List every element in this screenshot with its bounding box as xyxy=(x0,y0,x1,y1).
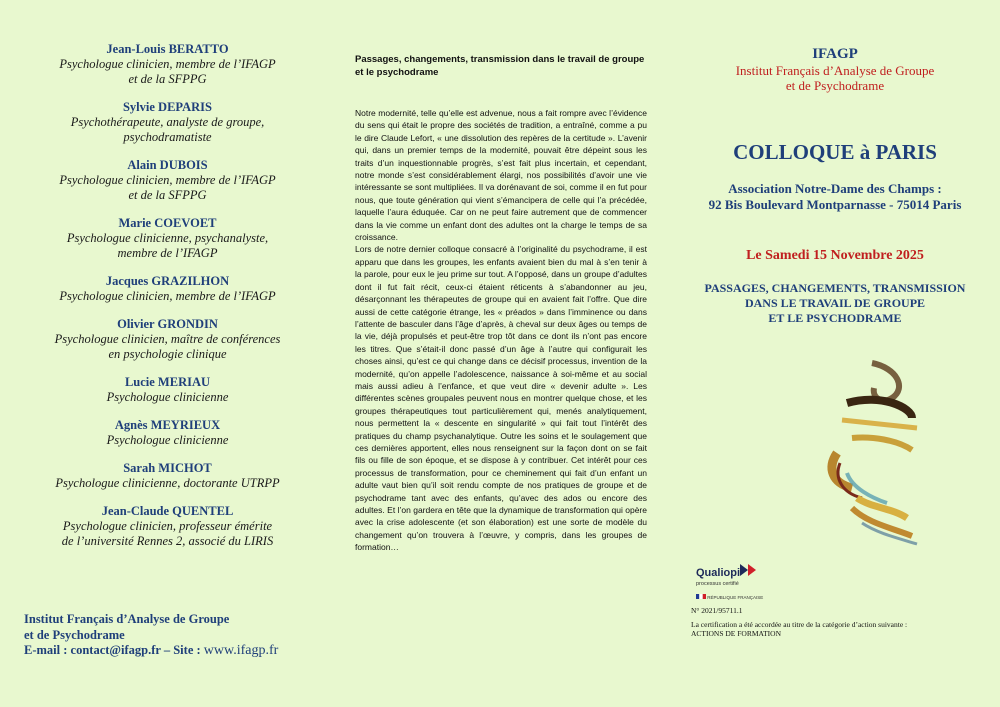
speaker-entry xyxy=(0,375,335,405)
speaker-role: Psychologue clinicienne, psychanalyste, xyxy=(66,231,269,245)
qualiopi-republic xyxy=(696,594,763,600)
speakers-list xyxy=(0,42,335,549)
article-paragraph: Lors de notre dernier colloque consacré à l’originalité du psychodrame, il est apparu que dans les groupes, les enfants avaient bien du mal à s’en tenir à la parole, pour eux le jeu prime sur tout. A l’opposé, dans un groupe d’adultes dont il fut fait récit, ceux-ci étaient réticents à s’abandonner au jeu, désarçonnant les thérapeutes de groupe qui en avaient fait l’offre. Que dire aussi de cette catégorie étrange, les « préados » dans l’imminence ou dans l’attente de basculer dans l’âge d’après, à cheval sur deux âges ou temps de la vie, déjà propulsés et peut-être trop tôt dans ce dont ils n’ont pas encore les titres. Que s’était-il donc passé d’un âge à l’autre qui configurait les choses ainsi, qu’est ce qui change dans ce décisif processus, invention de la modernité, qu’on appelle l’adolescence, naissance à soi-même et au social mais aussi adieu à l’enfance, et que veut dire « devenir adulte ». Les différentes scènes groupales peuvent nous en montrer quelque chose, et les groupes thérapeutiques tout particulièrement qui, menés analytiquement, nous permettent la « descente en singularité » qui fait tout l’intérêt des pratiques du champ psychanalytique. Outre les soins et le soulagement que ces dernières apportent, elles nous renseignent sur la façon dont on se fait fils ou fille de son époque, et se dispose à y contribuer. Cet intérêt pour ces processus de transformation, pour ce cheminement qui fait d’un enfant un adulte vaut bien qu’il soit rendu compte de nos pratiques de groupe et de psychodrame tant avec des enfants, qu’avec des ados ou encore des adultes. Et l’on gardera en tête que la dynamique de transformation qui opère avec la crise adolescente (et son élaboration) est une sorte de modèle du changement qu’on trouvera à l’œuvre, y compris, dans les groupes de formation… xyxy=(355,244,647,553)
speaker-role: et de la SFPPG xyxy=(128,72,207,86)
speaker-entry xyxy=(0,461,335,491)
speaker-role: Psychologue clinicienne xyxy=(106,433,229,447)
article-body xyxy=(355,107,647,554)
speaker-name: Marie COEVOET xyxy=(118,216,217,230)
event-venue xyxy=(670,181,1000,213)
qualiopi-logo-text: Qualiopi xyxy=(696,567,740,579)
speaker-name: Sarah MICHOT xyxy=(123,461,212,475)
article-title: Passages, changements, transmission dans le travail de groupe et le psychodrame xyxy=(355,54,645,78)
speaker-role: membre de l’IFAGP xyxy=(117,246,218,260)
speaker-entry xyxy=(0,158,335,203)
cert-note: La certification a été accordée au titre de la catégorie d’action suivante : xyxy=(691,619,908,629)
org-abbreviation: IFAGP xyxy=(812,46,858,62)
speakers-column xyxy=(0,0,335,707)
speaker-role: Psychologue clinicien, professeur émérite xyxy=(62,519,273,533)
org-header xyxy=(670,45,1000,93)
speaker-role: Psychothérapeute, analyste de groupe, xyxy=(70,115,265,129)
cert-category: ACTIONS DE FORMATION xyxy=(691,629,782,638)
qualiopi-subtitle: processus certifié xyxy=(696,581,739,587)
footer-org-line2: et de Psychodrame xyxy=(24,627,125,642)
speaker-role: Psychologue clinicienne xyxy=(106,390,229,404)
event-theme xyxy=(670,281,1000,326)
article-paragraph: Notre modernité, telle qu’elle est advenue, nous a fait rompre avec l’évidence du sens qui était le propre des sociétés de tradition, a entraîné, comme a pu le dire Claude Lefort, « une dissolution des repères de la certitude ». L’avenir qui, dans un premier temps de la modernité, pouvait être dépeint sous les traits d’un inquestionnable progrès, s’est fait plus incertain, et cependant, notre monde s’est considérablement élargi, nos possibilités d’avoir une vie intéressante se sont multipliées. Il va dorénavant de soi, comme il en fut pour nous, que toute génération qui vient s’émancipera de celle qui l’a précédée, laquelle l’aura éduquée. Car on ne peut faire autrement que de commencer dans la vie comme un enfant dont des adultes ont la charge le temps de sa croissance. xyxy=(355,108,647,243)
qualiopi-logo xyxy=(696,563,763,600)
speaker-name: Jacques GRAZILHON xyxy=(105,274,230,288)
speaker-name: Agnès MEYRIEUX xyxy=(114,418,221,432)
speaker-name: Jean-Claude QUENTEL xyxy=(101,504,234,518)
site-separator: – Site : xyxy=(160,643,204,657)
qualiopi-arrows-icon xyxy=(740,564,758,576)
speaker-role: Psychologue clinicien, membre de l’IFAGP xyxy=(59,289,276,303)
speaker-entry xyxy=(0,216,335,261)
email-link[interactable]: contact@ifagp.fr xyxy=(70,643,161,657)
event-column xyxy=(670,0,1000,707)
speaker-role: Psychologue clinicien, membre de l’IFAGP xyxy=(59,173,276,187)
email-label: E-mail : xyxy=(24,643,71,657)
speaker-role: et de la SFPPG xyxy=(128,188,207,202)
cert-number: N° 2021/95711.1 xyxy=(691,606,743,615)
speaker-entry xyxy=(0,418,335,448)
speaker-entry xyxy=(0,100,335,145)
site-link[interactable]: www.ifagp.fr xyxy=(203,643,279,658)
venue-line2: 92 Bis Boulevard Montparnasse - 75014 Paris xyxy=(708,197,962,212)
speaker-entry xyxy=(0,504,335,549)
speaker-entry xyxy=(0,274,335,304)
speaker-role: en psychologie clinique xyxy=(108,347,227,361)
speaker-name: Lucie MERIAU xyxy=(124,375,211,389)
event-heading: COLLOQUE à PARIS xyxy=(733,140,937,164)
contact-footer xyxy=(24,612,278,659)
footer-org-line1: Institut Français d’Analyse de Groupe xyxy=(24,612,230,626)
theme-line2: DANS LE TRAVAIL DE GROUPE xyxy=(744,296,926,310)
speaker-name: Alain DUBOIS xyxy=(127,158,208,172)
french-flag-icon xyxy=(696,594,706,599)
speaker-role: de l’université Rennes 2, associé du LIRIS xyxy=(61,534,274,548)
event-date: Le Samedi 15 Novembre 2025 xyxy=(746,248,924,263)
org-full-line1: Institut Français d’Analyse de Groupe xyxy=(735,63,935,78)
speaker-name: Jean-Louis BERATTO xyxy=(106,42,229,56)
theme-line1: PASSAGES, CHANGEMENTS, TRANSMISSION xyxy=(704,281,966,295)
org-full-name xyxy=(670,63,1000,93)
org-full-line2: et de Psychodrame xyxy=(785,78,885,93)
speaker-name: Olivier GRONDIN xyxy=(117,317,218,331)
abstract-artwork-image xyxy=(812,358,922,548)
speaker-role: Psychologue clinicien, maître de conférences xyxy=(54,332,281,346)
article-column xyxy=(337,0,667,707)
speaker-name: Sylvie DEPARIS xyxy=(122,100,212,114)
republic-text: RÉPUBLIQUE FRANÇAISE xyxy=(707,595,764,600)
speaker-entry xyxy=(0,317,335,362)
speaker-role: psychodramatiste xyxy=(123,130,212,144)
qualiopi-name xyxy=(696,563,763,581)
speaker-entry xyxy=(0,42,335,87)
speaker-role: Psychologue clinicienne, doctorante UTRPP xyxy=(55,476,280,490)
theme-line3: ET LE PSYCHODRAME xyxy=(768,311,902,325)
footer-contact-line xyxy=(24,643,278,659)
speaker-role: Psychologue clinicien, membre de l’IFAGP xyxy=(59,57,276,71)
venue-line1: Association Notre-Dame des Champs : xyxy=(728,181,942,196)
certification-notice xyxy=(691,606,981,639)
